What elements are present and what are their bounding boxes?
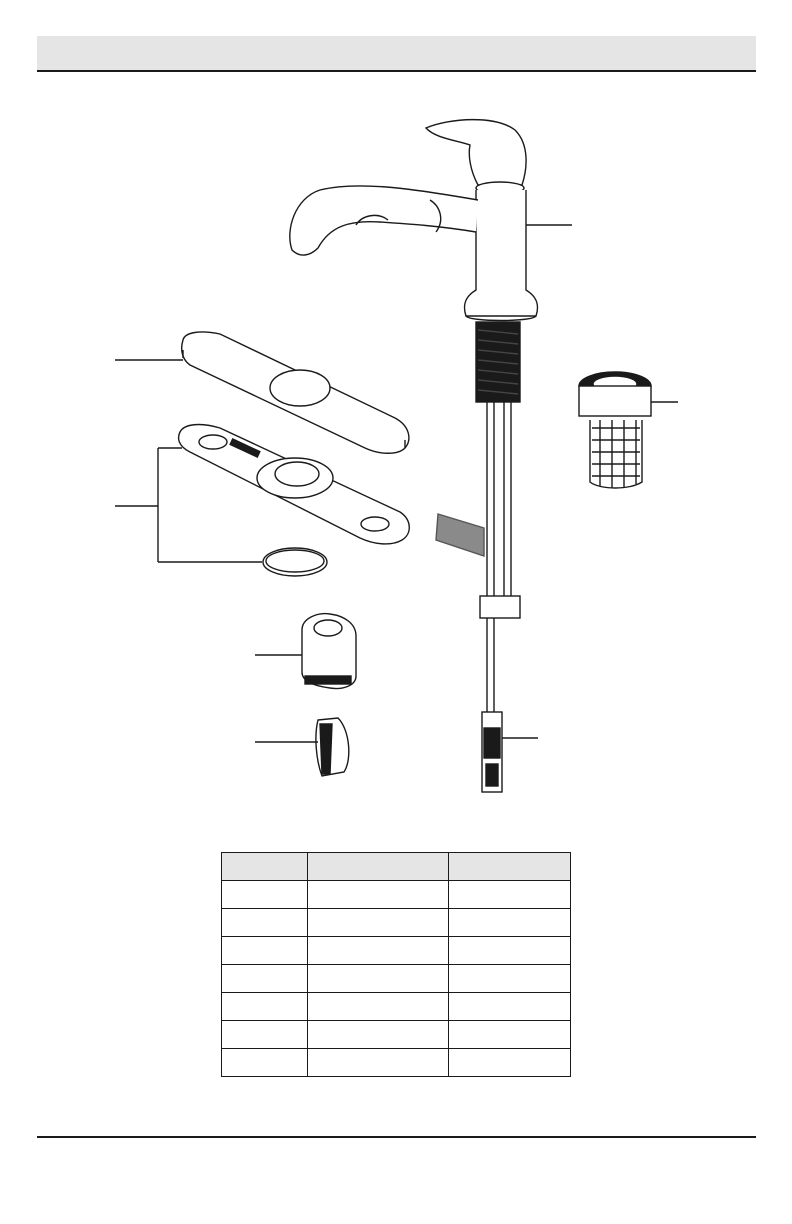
parts-table — [221, 852, 571, 1077]
table-cell — [308, 993, 449, 1021]
table-cell — [222, 1021, 308, 1049]
table-cell — [222, 965, 308, 993]
table-cell — [308, 1021, 449, 1049]
mounting-clip-icon — [255, 718, 349, 776]
table-cell — [222, 909, 308, 937]
deck-plate-icon — [115, 332, 409, 453]
filter-screen-icon — [579, 372, 678, 488]
column-header — [449, 853, 571, 881]
table-header-row — [222, 853, 571, 881]
table-cell — [449, 993, 571, 1021]
pull-out-faucet-icon — [290, 120, 572, 790]
header-band — [37, 36, 756, 72]
table-row — [222, 965, 571, 993]
table-cell — [449, 965, 571, 993]
table-cell — [222, 881, 308, 909]
table-cell — [449, 881, 571, 909]
hose-connector-icon — [482, 712, 538, 792]
footer-rule — [37, 1136, 756, 1138]
hose-weight-icon — [436, 514, 520, 618]
table-cell — [222, 993, 308, 1021]
table-row — [222, 881, 571, 909]
table-cell — [308, 881, 449, 909]
table-cell — [449, 937, 571, 965]
table-cell — [449, 1021, 571, 1049]
table-row — [222, 937, 571, 965]
column-header — [222, 853, 308, 881]
column-header — [308, 853, 449, 881]
table-row — [222, 1021, 571, 1049]
table-cell — [308, 937, 449, 965]
table-cell — [449, 909, 571, 937]
table-cell — [308, 909, 449, 937]
table-cell — [222, 1049, 308, 1077]
table-cell — [308, 1049, 449, 1077]
table-cell — [308, 965, 449, 993]
table-row — [222, 909, 571, 937]
mounting-nut-icon — [255, 614, 356, 689]
table-cell — [222, 937, 308, 965]
o-ring-icon — [158, 548, 327, 576]
table-row — [222, 1049, 571, 1077]
table-cell — [449, 1049, 571, 1077]
table-row — [222, 993, 571, 1021]
parts-diagram — [0, 90, 792, 800]
